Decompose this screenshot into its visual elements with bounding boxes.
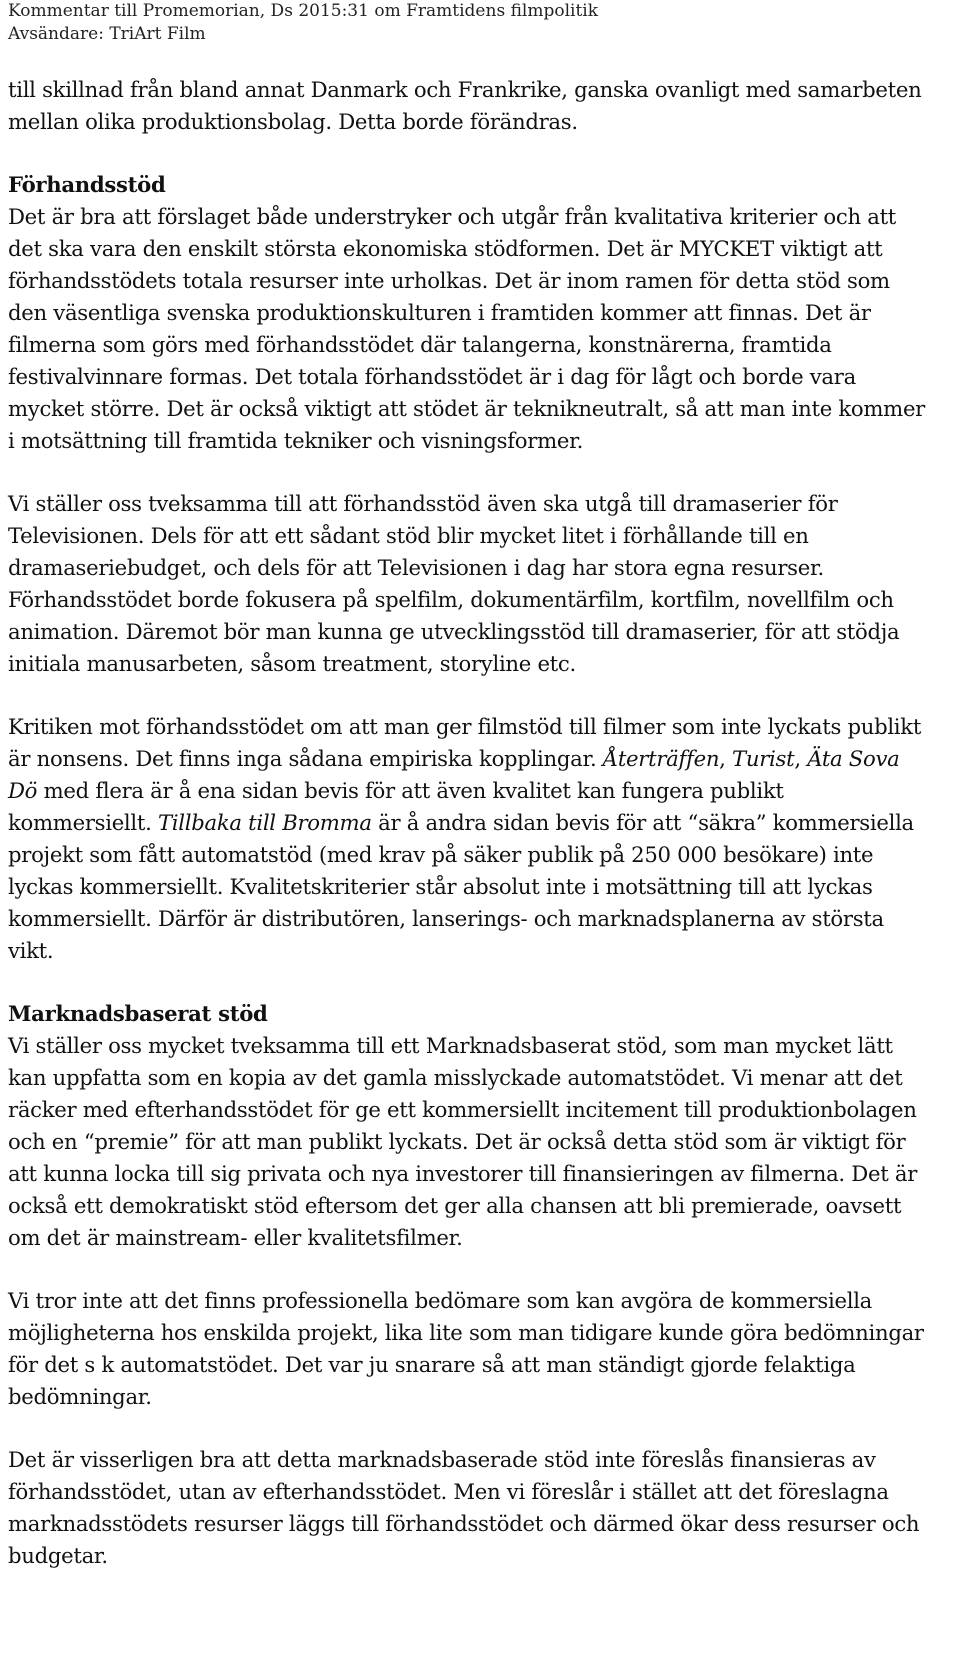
- section-forhandsstod: [8, 169, 930, 457]
- page-header: [8, 0, 930, 46]
- paragraph-intro: till skillnad från bland annat Danmark och Frankrike, ganska ovanligt med samarbeten mellan olika produktionsbolag. Detta borde förändras.: [8, 77, 922, 134]
- paragraph-kritiken: [8, 711, 930, 967]
- paragraph-forhandsstod: Det är bra att förslaget både understryker och utgår från kvalitativa kriterier och att det ska vara den enskilt största ekonomiska stödformen. Det är MYCKET viktigt att förhandsstödets totala resurser inte urholkas. Det är inom ramen för detta stöd som den väsentliga svenska produktionskulturen i framtiden kommer att finnas. Det är filmerna som görs med förhandsstödet där talangerna, konstnärerna, framtida festivalvinnare formas. Det totala förhandsstödet är i dag för lågt och borde vara mycket större. Det är också viktigt att stödet är teknikneutralt, så att man inte kommer i motsättning till framtida tekniker och visningsformer.: [8, 204, 926, 453]
- paragraph-finansiering: Det är visserligen bra att detta marknadsbaserade stöd inte föreslås finansieras av förhandsstödet, utan av efterhandsstödet. Men vi föreslår i stället att det föreslagna marknadsstödets resurser läggs till förhandsstödet och därmed ökar dess resurser och budgetar.: [8, 1447, 920, 1568]
- header-title: Kommentar till Promemorian, Ds 2015:31 om Framtidens filmpolitik: [8, 1, 599, 21]
- section-heading-forhandsstod: Förhandsstöd: [8, 172, 166, 197]
- text-segment: ,: [794, 746, 808, 771]
- text-segment: Kritiken mot förhandsstödet om att man ger filmstöd till filmer som inte lyckats publikt är nonsens. Det finns inga sådana empiriska kopplingar.: [8, 714, 922, 771]
- film-title: Turist: [732, 746, 795, 771]
- header-sender: Avsändare: TriArt Film: [8, 24, 206, 44]
- text-segment: är å andra sidan bevis för att “säkra” kommersiella projekt som fått automatstöd (med krav på säker publik på 250 000 besökare) inte lyckas kommersiellt. Kvalitetskriterier står absolut inte i motsättning till att lyckas kommersiellt. Därför är distributören, lanserings- och marknadsplanerna av största vikt.: [8, 810, 914, 963]
- text-segment: ,: [719, 746, 733, 771]
- section-marknadsbaserat: [8, 998, 930, 1254]
- section-heading-marknadsbaserat: Marknadsbaserat stöd: [8, 1001, 268, 1026]
- document-body: [8, 74, 930, 1572]
- paragraph-dramaserier: Vi ställer oss tveksamma till att förhandsstöd även ska utgå till dramaserier för Televisionen. Dels för att ett sådant stöd blir mycket litet i förhållande till en dramaseriebudget, och dels för att Televisionen i dag har stora egna resurser. Förhandsstödet borde fokusera på spelfilm, dokumentärfilm, kortfilm, novellfilm och animation. Däremot bör man kunna ge utvecklingsstöd till dramaserier, för att stödja initiala manusarbeten, såsom treatment, storyline etc.: [8, 491, 900, 676]
- paragraph-marknadsbaserat: Vi ställer oss mycket tveksamma till ett Marknadsbaserat stöd, som man mycket lätt kan uppfatta som en kopia av det gamla misslyckade automatstödet. Vi menar att det räcker med efterhandsstödet för ge ett kommersiellt incitement till produktionbolagen och en “premie” för att man publikt lyckats. Det är också detta stöd som är viktigt för att kunna locka till sig privata och nya investorer till finansieringen av filmerna. Det är också ett demokratiskt stöd eftersom det ger alla chansen att bli premierade, oavsett om det är mainstream- eller kvalitetsfilmer.: [8, 1033, 918, 1250]
- paragraph-bedomare: Vi tror inte att det finns professionella bedömare som kan avgöra de kommersiella möjligheterna hos enskilda projekt, lika lite som man tidigare kunde göra bedömningar för det s k automatstödet. Det var ju snarare så att man ständigt gjorde felaktiga bedömningar.: [8, 1288, 924, 1409]
- text-segment: med flera är å ena sidan bevis för att även kvalitet kan fungera publikt kommersiellt.: [8, 778, 784, 835]
- film-title: Äta Sova Dö: [8, 746, 900, 803]
- film-title: Återträffen: [602, 746, 720, 771]
- film-title: Tillbaka till Bromma: [157, 810, 372, 835]
